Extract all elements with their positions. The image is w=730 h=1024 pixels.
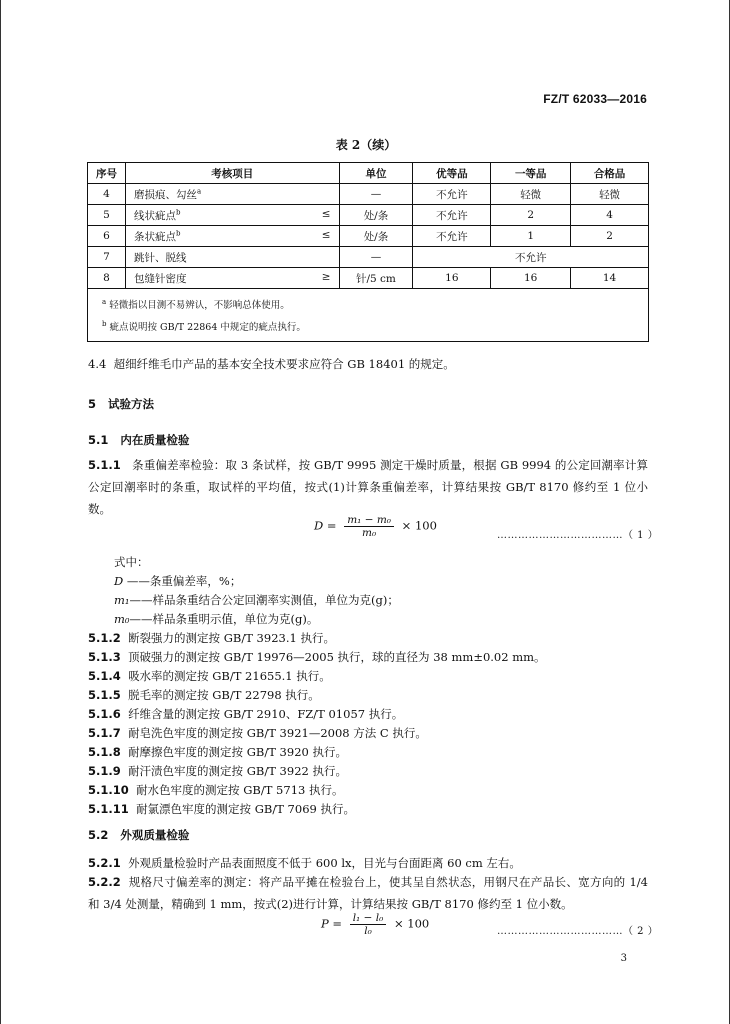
clause-text: 脱毛率的测定按 GB/T 22798 执行。 xyxy=(128,688,320,702)
row-unit: — xyxy=(339,184,413,205)
table-title: 表 2（续） xyxy=(335,138,397,152)
table-note xyxy=(102,315,638,337)
note-text: 轻微指以目测不易辨认，不影响总体使用。 xyxy=(109,300,290,312)
row-unit: 处/条 xyxy=(339,205,413,226)
clause-number: 5.1.1 xyxy=(88,458,121,472)
row-item xyxy=(125,184,339,205)
symbol: m₁ xyxy=(114,593,130,607)
clause-text: 条重偏差率检验：取 3 条试样，按 GB/T 9995 测定干燥时质量，根据 GB 9994 的公定回潮率计算公定回潮率时的条重，取试样的平均值，按式(1)计算条重偏差率，计算结果按 GB/T 8170 修约至 1 位小数。 xyxy=(88,458,648,516)
section-title: 外观质量检验 xyxy=(120,828,190,842)
where-item xyxy=(114,573,241,589)
row-unit: — xyxy=(339,247,413,268)
clause-5-1-1 xyxy=(88,454,648,520)
row-premium: 不允许 xyxy=(413,184,491,205)
symbol-description: ——条重偏差率，%； xyxy=(126,574,242,588)
clause-text: 外观质量检验时产品表面照度不低于 600 lx，目光与台面距离 60 cm 左右。 xyxy=(128,856,521,870)
row-first: 1 xyxy=(491,226,571,247)
clause-text: 耐皂洗色牢度的测定按 GB/T 3921—2008 方法 C 执行。 xyxy=(128,726,427,740)
item-label: 条状疵点 xyxy=(133,230,176,243)
clause-text: 顶破强力的测定按 GB/T 19976—2005 执行，球的直径为 38 mm±0.02 mm。 xyxy=(128,650,546,664)
row-no: 8 xyxy=(88,268,126,289)
formula-2: P = $\frac{\text{l₁ − l₀}}{\text{l₀}}$ × 100 xyxy=(321,912,430,937)
clause-item xyxy=(88,649,546,665)
formula-multiplier: × 100 xyxy=(401,518,437,533)
table-row xyxy=(88,247,649,268)
section-5-1-heading xyxy=(88,432,189,448)
row-item xyxy=(125,205,339,226)
row-first: 2 xyxy=(491,205,571,226)
section-title: 试验方法 xyxy=(108,397,155,411)
header-no: 序号 xyxy=(88,163,126,184)
header-item: 考核项目 xyxy=(125,163,339,184)
table-note xyxy=(102,293,638,315)
symbol-description: ——样品条重结合公定回潮率实测值，单位为克(g)； xyxy=(129,593,399,607)
comparison-operator: ≥ xyxy=(321,271,331,283)
symbol: m₀ xyxy=(114,612,130,626)
row-premium: 16 xyxy=(413,268,491,289)
row-first: 轻微 xyxy=(491,184,571,205)
clause-text: 纤维含量的测定按 GB/T 2910、FZ/T 01057 执行。 xyxy=(128,707,404,721)
row-item xyxy=(125,247,339,268)
symbol: D xyxy=(114,574,124,588)
formula-multiplier: × 100 xyxy=(393,916,430,931)
clause-item xyxy=(88,706,403,722)
section-number: 5.1 xyxy=(88,433,109,447)
where-label: 式中： xyxy=(114,555,149,569)
section-number: 5.2 xyxy=(88,828,109,842)
clause-number: 5.1.3 xyxy=(88,650,121,664)
clause-item xyxy=(88,668,331,684)
clause-text: 吸水率的测定按 GB/T 21655.1 执行。 xyxy=(128,669,331,683)
clause-4-4 xyxy=(88,356,455,372)
clause-number: 5.1.10 xyxy=(88,783,129,797)
page-number: 3 xyxy=(620,953,627,964)
standard-code: FZ/T 62033—2016 xyxy=(543,92,647,106)
section-5-2-heading xyxy=(88,827,189,843)
formula-numerator: m₁ − m₀ xyxy=(344,514,394,527)
clause-number: 5.2.2 xyxy=(88,875,121,889)
symbol-description: ——样品条重明示值，单位为克(g)。 xyxy=(129,612,319,626)
formula-fraction xyxy=(344,514,394,539)
item-label: 线状疵点 xyxy=(133,209,176,222)
note-mark: a xyxy=(102,298,107,306)
clause-item xyxy=(88,763,347,779)
quality-table xyxy=(87,162,649,342)
row-qualified: 轻微 xyxy=(571,184,649,205)
row-merged-grade: 不允许 xyxy=(413,247,649,268)
row-first: 16 xyxy=(491,268,571,289)
formula-lhs: D xyxy=(314,518,324,533)
clause-5-2-2 xyxy=(88,871,648,915)
section-title: 内在质量检验 xyxy=(120,433,190,447)
table-header-row xyxy=(88,163,649,184)
equation-number-2: ………………………………（ 2 ） xyxy=(497,926,659,937)
clause-text: 断裂强力的测定按 GB/T 3923.1 执行。 xyxy=(128,631,335,645)
row-unit: 处/条 xyxy=(339,226,413,247)
clause-item xyxy=(88,782,343,798)
section-number: 5 xyxy=(88,397,97,411)
where-item xyxy=(114,592,399,608)
formula-lhs: P xyxy=(321,916,329,931)
clause-item xyxy=(88,687,320,703)
clause-item xyxy=(88,801,355,817)
table-notes-row xyxy=(88,289,649,342)
clause-number: 5.1.9 xyxy=(88,764,121,778)
row-premium: 不允许 xyxy=(413,226,491,247)
footnote-mark: b xyxy=(175,229,181,237)
table-row xyxy=(88,268,649,289)
table-row xyxy=(88,205,649,226)
row-item xyxy=(125,268,339,289)
clause-item xyxy=(88,630,335,646)
header-qualified: 合格品 xyxy=(571,163,649,184)
clause-number: 5.1.5 xyxy=(88,688,121,702)
formula-fraction xyxy=(350,912,387,937)
formula-denominator: m₀ xyxy=(362,527,377,539)
header-premium: 优等品 xyxy=(413,163,491,184)
clause-text: 超细纤维毛巾产品的基本安全技术要求应符合 GB 18401 的规定。 xyxy=(113,357,455,371)
clause-item xyxy=(88,725,427,741)
row-qualified: 4 xyxy=(571,205,649,226)
clause-number: 5.1.11 xyxy=(88,802,129,816)
item-label: 磨损痕、勾丝 xyxy=(133,188,197,201)
where-item xyxy=(114,611,318,627)
note-text: 疵点说明按 GB/T 22864 中规定的疵点执行。 xyxy=(109,322,306,334)
header-unit: 单位 xyxy=(339,163,413,184)
clause-number: 5.1.8 xyxy=(88,745,121,759)
row-qualified: 14 xyxy=(571,268,649,289)
clause-number: 5.1.6 xyxy=(88,707,121,721)
clause-text: 耐汗渍色牢度的测定按 GB/T 3922 执行。 xyxy=(128,764,347,778)
table-row xyxy=(88,184,649,205)
footnote-mark: b xyxy=(175,208,181,216)
row-no: 7 xyxy=(88,247,126,268)
table-notes xyxy=(88,289,649,342)
item-label: 跳针、脱线 xyxy=(133,251,187,264)
formula-numerator: l₁ − l₀ xyxy=(350,912,387,925)
row-qualified: 2 xyxy=(571,226,649,247)
header-first: 一等品 xyxy=(491,163,571,184)
clause-text: 耐氯漂色牢度的测定按 GB/T 7069 执行。 xyxy=(136,802,355,816)
clause-text: 规格尺寸偏差率的测定：将产品平摊在检验台上，使其呈自然状态，用钢尺在产品长、宽方向的 1/4 和 3/4 处测量，精确到 1 mm，按式(2)进行计算，计算结果按 GB/T 8170 修约至 1 位小数。 xyxy=(88,875,648,911)
item-label: 包缝针密度 xyxy=(133,272,187,285)
formula-1: D = $\frac{\text{m₁ − m₀}}{\text{m₀}}$ × 100 xyxy=(314,514,437,539)
table-row xyxy=(88,226,649,247)
row-no: 4 xyxy=(88,184,126,205)
row-item xyxy=(125,226,339,247)
comparison-operator: ≤ xyxy=(321,208,331,220)
clause-text: 耐水色牢度的测定按 GB/T 5713 执行。 xyxy=(136,783,344,797)
section-5-heading xyxy=(88,396,154,412)
clause-number: 5.1.4 xyxy=(88,669,121,683)
clause-item xyxy=(88,744,347,760)
clause-number: 5.1.7 xyxy=(88,726,121,740)
row-no: 5 xyxy=(88,205,126,226)
clause-5-2-1 xyxy=(88,855,521,871)
clause-number: 5.1.2 xyxy=(88,631,121,645)
row-unit: 针/5 cm xyxy=(339,268,413,289)
comparison-operator: ≤ xyxy=(321,229,331,241)
clause-number: 5.2.1 xyxy=(88,856,121,870)
clause-text: 耐摩擦色牢度的测定按 GB/T 3920 执行。 xyxy=(128,745,347,759)
footnote-mark: a xyxy=(196,187,202,195)
row-no: 6 xyxy=(88,226,126,247)
formula-denominator: l₀ xyxy=(364,925,372,937)
note-mark: b xyxy=(102,320,107,329)
row-premium: 不允许 xyxy=(413,205,491,226)
clause-number: 4.4 xyxy=(88,357,107,371)
equation-number-1: ………………………………（ 1 ） xyxy=(497,530,659,541)
